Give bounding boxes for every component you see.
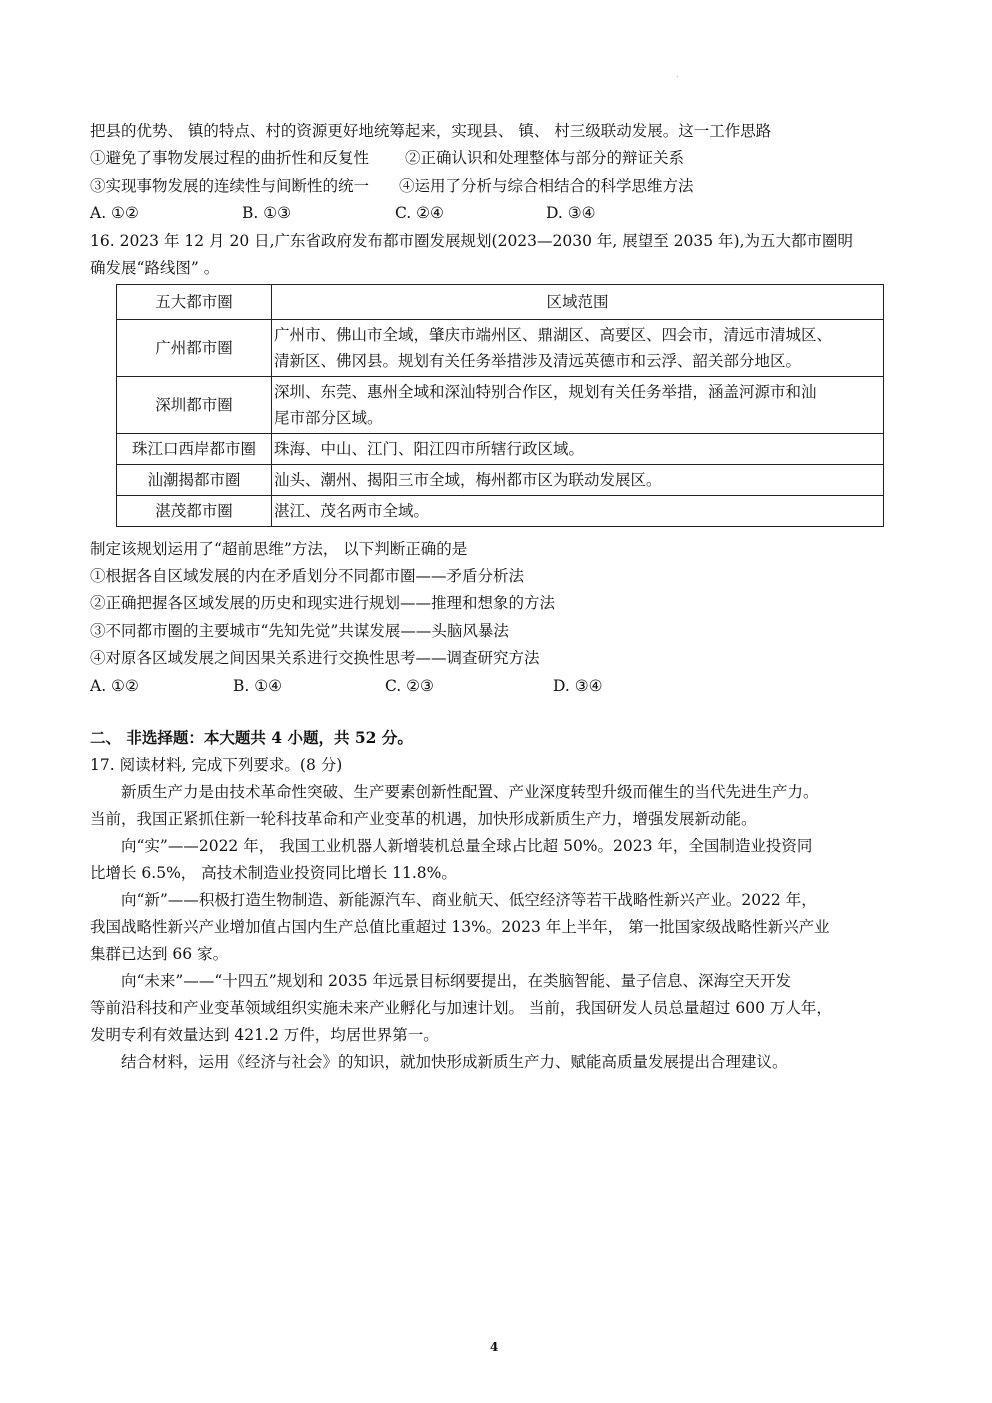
metro-scope-cell	[272, 320, 884, 377]
metro-scope-cell: 湛江、茂名两市全域。	[272, 496, 884, 527]
q17-paragraph-line: 向“未来”——“十四五”规划和 2035 年远景目标纲要提出，在类脑智能、量子信息、深海空天开发	[121, 972, 791, 990]
table-row	[117, 320, 884, 377]
table-row	[117, 496, 884, 527]
q15-option-b: B. ①③	[242, 204, 292, 222]
q16-stem-line-1: 16. 2023 年 12 月 20 日,广东省政府发布都市圈发展规划(2023—2030 年, 展望至 2035 年),为五大都市圈明	[90, 232, 854, 250]
metro-name-cell: 珠江口西岸都市圈	[117, 434, 272, 465]
q15-statement-1: ①避免了事物发展过程的曲折性和反复性	[90, 149, 370, 167]
scope-line: 广州市、佛山市全域，肇庆市端州区、鼎湖区、高要区、四会市，清远市清城区、	[274, 326, 833, 344]
scope-line: 深圳、东莞、惠州全域和深汕特别合作区，规划有关任务举措，涵盖河源市和汕	[274, 383, 817, 401]
table-row	[117, 465, 884, 496]
table-header-cell: 区域范围	[272, 285, 884, 320]
q16-statement-4: ④对原各区域发展之间因果关系进行交换性思考——调查研究方法	[90, 649, 540, 667]
q15-statement-4: ④运用了分析与综合相结合的科学思维方法	[399, 177, 694, 195]
section-heading: 二、 非选择题：本大题共 4 小题，共 52 分。	[90, 728, 413, 747]
q16-stem-line-2: 确发展“路线图” 。	[90, 259, 220, 277]
q16-option-a: A. ①②	[90, 677, 139, 695]
q16-statement-1: ①根据各自区域发展的内在矛盾划分不同都市圈——矛盾分析法	[90, 567, 525, 585]
q15-options	[90, 203, 596, 223]
q15-option-d: D. ③④	[546, 204, 596, 222]
q17-paragraph-line: 等前沿科技和产业变革领域组织实施未来产业孵化与加速计划。 当前，我国研发人员总量超过 600 万人年，	[90, 999, 832, 1017]
table-row	[117, 434, 884, 465]
metro-name-cell: 湛茂都市圈	[117, 496, 272, 527]
scope-line: 尾市部分区域。	[274, 409, 383, 427]
q15-statement-3: ③实现事物发展的连续性与间断性的统一	[90, 177, 370, 195]
q17-paragraph-line: 发明专利有效量达到 421.2 万件，均居世界第一。	[90, 1026, 439, 1044]
metro-name-cell: 深圳都市圈	[117, 377, 272, 434]
q17-paragraph-line: 集群已达到 66 家。	[90, 945, 229, 963]
q16-option-c: C. ②③	[385, 677, 434, 695]
q17-paragraph-line: 当前，我国正紧抓住新一轮科技革命和产业变革的机遇，加快形成新质生产力，增强发展新动能。	[90, 810, 757, 828]
q17-stem: 17. 阅读材料, 完成下列要求。(8 分)	[90, 756, 343, 774]
q15-statement-row-1	[90, 148, 684, 168]
scope-line: 清新区、佛冈县。规划有关任务举措涉及清远英德市和云浮、韶关部分地区。	[274, 352, 802, 370]
q15-option-a: A. ①②	[90, 204, 139, 222]
scan-speck: .	[676, 70, 679, 79]
table-header-row	[117, 285, 884, 320]
metro-scope-cell: 珠海、中山、江门、阳江四市所辖行政区域。	[272, 434, 884, 465]
q15-statement-2: ②正确认识和处理整体与部分的辩证关系	[405, 149, 685, 167]
q16-statement-3: ③不同都市圈的主要城市“先知先觉”共谋发展——头脑风暴法	[90, 622, 509, 640]
page-number: 4	[490, 1340, 499, 1354]
q17-task: 结合材料，运用《经济与社会》的知识，就加快形成新质生产力、赋能高质量发展提出合理建议。	[121, 1053, 788, 1071]
table-header-cell: 五大都市圈	[117, 285, 272, 320]
metro-scope-cell	[272, 377, 884, 434]
q17-paragraph-line: 向“实”——2022 年， 我国工业机器人新增装机总量全球占比超 50%。2023 年，全国制造业投资同	[121, 837, 813, 855]
q16-option-d: D. ③④	[553, 677, 603, 695]
q16-statement-2: ②正确把握各区域发展的历史和现实进行规划——推理和想象的方法	[90, 594, 556, 612]
q15-stem: 把县的优势、 镇的特点、村的资源更好地统筹起来，实现县、 镇、 村三级联动发展。这一工作思路	[90, 122, 772, 140]
q15-option-c: C. ②④	[395, 204, 444, 222]
q16-question: 制定该规划运用了“超前思维”方法， 以下判断正确的是	[90, 540, 468, 558]
table-row	[117, 377, 884, 434]
q17-paragraph-line: 比增长 6.5%， 高技术制造业投资同比增长 11.8%。	[90, 864, 457, 882]
q17-paragraph-line: 向“新”——积极打造生物制造、新能源汽车、商业航天、低空经济等若干战略性新兴产业。2022 年，	[121, 891, 817, 909]
metro-name-cell: 汕潮揭都市圈	[117, 465, 272, 496]
q17-paragraph-line: 新质生产力是由技术革命性突破、生产要素创新性配置、产业深度转型升级而催生的当代先进生产力。	[121, 783, 819, 801]
metro-scope-cell: 汕头、潮州、揭阳三市全域，梅州都市区为联动发展区。	[272, 465, 884, 496]
q15-statement-row-2	[90, 176, 694, 196]
q16-option-b: B. ①④	[233, 677, 283, 695]
metro-region-table	[116, 284, 884, 527]
metro-name-cell: 广州都市圈	[117, 320, 272, 377]
q16-options	[90, 676, 603, 696]
q17-paragraph-line: 我国战略性新兴产业增加值占国内生产总值比重超过 13%。2023 年上半年， 第一批国家级战略性新兴产业	[90, 918, 830, 936]
